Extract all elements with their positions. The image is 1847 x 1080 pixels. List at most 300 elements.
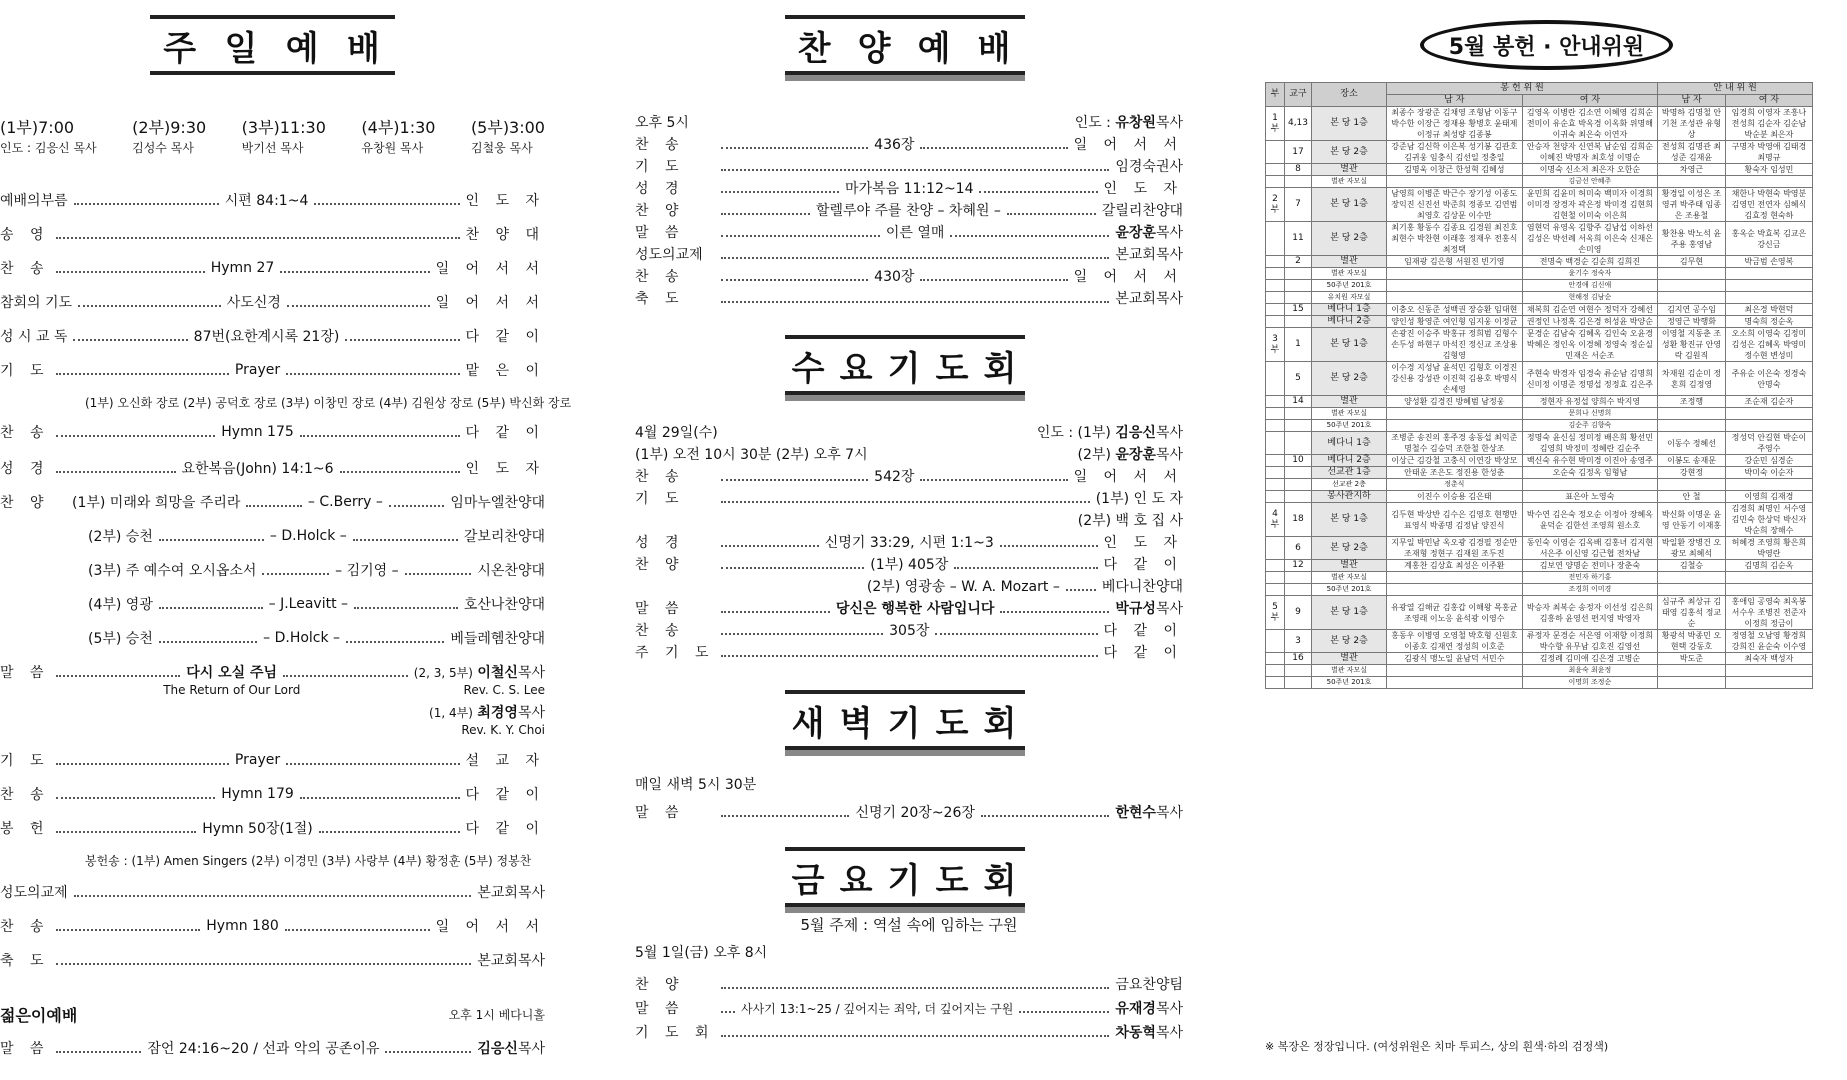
title-char: 도 (935, 348, 971, 389)
order-content: Hymn 180 (206, 918, 279, 934)
order-label: 예배의부름 (0, 193, 68, 209)
praise-time: 오후 5시 (635, 115, 689, 131)
usher-female (1725, 292, 1812, 304)
committee-bu: 3부 (1266, 328, 1285, 362)
committee-row (1266, 362, 1813, 396)
header-female: 여 자 (1725, 95, 1812, 107)
title-char: 배 (346, 28, 382, 69)
committee-row (1266, 572, 1813, 584)
usher-male (1658, 665, 1726, 677)
order-person: 다 같 이 (465, 787, 546, 803)
order-label: 찬 송 (635, 137, 685, 153)
offering-female: 박승자 최복순 송정자 이선성 김은희 김흥하 윤영선 편지영 박영자 (1522, 596, 1658, 630)
friday-theme: 5월 주제 : 역설 속에 임하는 구원 (800, 915, 1018, 934)
offering-female: 이명숙 신소저 최은자 오한순 (1522, 164, 1658, 176)
committee-gyogu: 6 (1285, 537, 1312, 560)
offering-male: 정춘식 (1387, 479, 1523, 491)
offering-male (1387, 665, 1523, 677)
order-person: 갈릴리찬양대 (1101, 203, 1184, 219)
order-label: 송 영 (0, 227, 50, 243)
youth-pastor-title: 목사 (517, 1041, 545, 1057)
order-label: 말 씀 (635, 225, 685, 241)
order-row (0, 456, 545, 480)
committee-gyogu: 9 (1285, 596, 1312, 630)
time: (3부)11:30 (241, 118, 326, 137)
order-content: 사도신경 (226, 295, 281, 311)
usher-female (1725, 584, 1812, 596)
usher-female (1725, 280, 1812, 292)
committee-row (1266, 503, 1813, 537)
order-label: 찬 송 (0, 787, 50, 803)
order-row (635, 176, 1183, 200)
anthem-composer: – D.Holck – (263, 630, 341, 646)
usher-female (1725, 268, 1812, 280)
committee-bu (1266, 479, 1285, 491)
dawn-prayer-title (785, 690, 1025, 750)
preacher: 유재경 (1115, 1001, 1156, 1017)
offering-male: 이상근 김강철 고충식 이연강 박상모 (1387, 455, 1523, 467)
committee-gyogu: 17 (1285, 141, 1312, 164)
service-times (0, 118, 545, 158)
order-row (635, 220, 1183, 244)
usher-male (1658, 268, 1726, 280)
committee-bu (1266, 677, 1285, 689)
committee-gyogu: 10 (1285, 455, 1312, 467)
committee-place: 본 당 2층 (1312, 222, 1387, 256)
order-content: 마가복음 11:12~14 (845, 181, 974, 197)
wed-time: (1부) 오전 10시 30분 (2부) 오후 7시 (635, 447, 868, 463)
order-row (0, 748, 545, 772)
offering-female: 정현자 유정섭 양희수 박지영 (1522, 396, 1658, 408)
order-label: 찬 송 (0, 261, 50, 277)
offering-female: 오순숙 김정옥 임형남 (1522, 467, 1658, 479)
order-row (635, 552, 1183, 576)
order-label: 참회의 기도 (0, 295, 73, 311)
offering-male (1387, 292, 1523, 304)
offering-male: 유광열 김해균 김홍갑 이해왕 목홍균 조영래 이노응 윤석광 이영수 (1387, 596, 1523, 630)
committee-place: 50주년 201호 (1312, 584, 1387, 596)
committee-gyogu (1285, 408, 1312, 420)
committee-row (1266, 292, 1813, 304)
order-label: 찬 양 (635, 557, 685, 573)
committee-gyogu (1285, 292, 1312, 304)
title-char: 회 (983, 860, 1019, 901)
offering-female: 채복희 김순연 여현수 정덕자 강혜선 (1522, 304, 1658, 316)
sermon-title: 다시 오실 주님 (186, 665, 278, 681)
order-content: 시편 84:1~4 (224, 193, 309, 209)
time: (1부)7:00 (0, 118, 75, 137)
title-char: 배 (977, 28, 1013, 69)
header-bu: 부 (1266, 83, 1285, 107)
committee-place: 선교관 1층 (1312, 467, 1387, 479)
usher-male: 강현정 (1658, 467, 1726, 479)
committee-place: 별관 (1312, 560, 1387, 572)
offering-male (1387, 677, 1523, 689)
committee-row (1266, 630, 1813, 653)
usher-male: 박일환 장병건 오광모 최혜석 (1658, 537, 1726, 560)
offering-female: 이명희 조정순 (1522, 677, 1658, 689)
committee-place: 베다니 2층 (1312, 455, 1387, 467)
order-person: 일 어 서 서 (435, 919, 546, 935)
header-gyogu: 교구 (1285, 83, 1312, 107)
order-person: 임경숙권사 (1115, 159, 1183, 175)
committee-gyogu (1285, 584, 1312, 596)
sermon-row-4 (0, 718, 545, 742)
order-content: Hymn 179 (221, 786, 294, 802)
order-row (635, 618, 1183, 642)
offering-male: 김두현 박상반 김수은 김영호 현행만 표영식 박종명 김정남 양진식 (1387, 503, 1523, 537)
usher-female: 이영희 김재경 (1725, 491, 1812, 503)
anthem-title: (2부) 승천 (88, 529, 153, 545)
title-char: 회 (983, 703, 1019, 744)
committee-row (1266, 653, 1813, 665)
order-content: 신명기 20장~26장 (855, 805, 975, 821)
committee-place: 본 당 1층 (1312, 188, 1387, 222)
offering-male: 남영희 이병준 박근수 장기성 이종도 장익진 신진선 박준희 정종모 김연범 최영호 김상문 이수만 (1387, 188, 1523, 222)
order-content: Prayer (234, 752, 281, 768)
committee-row (1266, 256, 1813, 268)
order-content: 잠언 24:16~20 / 선과 악의 공존이유 (147, 1041, 380, 1057)
offering-female: 백신숙 유수현 박미경 이진아 송영주 (1522, 455, 1658, 467)
leader: 박기선 목사 (241, 141, 304, 155)
committee-place: 본 당 1층 (1312, 596, 1387, 630)
committee-bu (1266, 176, 1285, 188)
order-person: 인 도 자 (465, 461, 546, 477)
order-content: (2부) 영광송 – W. A. Mozart – (866, 579, 1060, 595)
committee-row (1266, 328, 1813, 362)
order-row (0, 782, 545, 806)
sermon-pastor: 이철신 (477, 665, 518, 681)
usher-female (1725, 420, 1812, 432)
committee-gyogu (1285, 432, 1312, 455)
praise-leader-title: 목사 (1155, 115, 1183, 131)
committee-gyogu (1285, 280, 1312, 292)
preacher: 한현수 (1115, 805, 1156, 821)
usher-male: 조정행 (1658, 396, 1726, 408)
offering-note (85, 848, 545, 872)
preacher-title: 목사 (1155, 225, 1183, 241)
sermon-part: (1, 4부) (429, 705, 473, 720)
order-content: (1부) 405장 (870, 557, 949, 573)
order-person: 다 같 이 (1103, 645, 1183, 661)
prayer-note (85, 390, 572, 414)
usher-male: 차영근 (1658, 164, 1726, 176)
order-person: (1부) 인 도 자 (1095, 491, 1183, 507)
committee-row (1266, 537, 1813, 560)
order-label: 기 도 (0, 753, 50, 769)
offering-male: 양성환 김경진 방혜범 남정웅 (1387, 396, 1523, 408)
usher-male: 황광석 박종민 오현택 강동호 (1658, 630, 1726, 653)
offering-female: 주현숙 박경자 임경숙 류순남 김명희 신미정 이명준 정명섭 정정효 김은주 (1522, 362, 1658, 396)
order-label: 성 시 교 독 (0, 329, 68, 345)
order-row (635, 464, 1183, 488)
order-label: 성 경 (635, 535, 685, 551)
title-char: 회 (983, 348, 1019, 389)
offering-female: 문경순 김남숙 김혜옥 김인숙 오윤경 박혜은 정인옥 이경혜 정영숙 정순실 민재은 서순조 (1522, 328, 1658, 362)
committee-bu: 5부 (1266, 596, 1285, 630)
committee-place: 50주년 201호 (1312, 677, 1387, 689)
wed-date: 4월 29일(수) (635, 425, 718, 441)
committee-bu (1266, 141, 1285, 164)
order-content: Prayer (234, 362, 281, 378)
sermon-english-title: The Return of Our Lord (163, 683, 301, 697)
order-person: 인 도 자 (1103, 535, 1184, 551)
usher-male (1658, 677, 1726, 689)
committee-place: 별관 (1312, 653, 1387, 665)
header-male: 남 자 (1658, 95, 1726, 107)
committee-place: 본 당 2층 (1312, 362, 1387, 396)
order-label: 찬 양 (635, 203, 685, 219)
order-label: 찬 송 (0, 919, 50, 935)
order-content: Hymn 27 (210, 260, 275, 276)
order-content: 436장 (874, 137, 915, 153)
order-person: 일 어 서 서 (1073, 469, 1184, 485)
order-row (0, 914, 545, 938)
order-label: 성도의교제 (0, 885, 68, 901)
sermon-row-2 (0, 678, 545, 702)
order-content: 사사기 13:1~25 / 깊어지는 죄악, 더 깊어지는 구원 (741, 1001, 1014, 1016)
committee-gyogu: 1 (1285, 328, 1312, 362)
order-label: 찬 양 (635, 977, 685, 993)
committee-bu (1266, 408, 1285, 420)
committee-gyogu: 12 (1285, 560, 1312, 572)
offering-male: 최종수 장광준 김채영 조형남 이동구 박수한 이장근 정재용 황병호 윤태제 이정규 최성량 김종봉 (1387, 107, 1523, 141)
order-row (635, 154, 1183, 178)
committee-place: 별관 자모실 (1312, 176, 1387, 188)
committee-place: 본 당 1층 (1312, 328, 1387, 362)
usher-male (1658, 479, 1726, 491)
committee-row (1266, 432, 1813, 455)
order-row (0, 816, 545, 840)
order-person: 인 도 자 (465, 193, 545, 209)
preacher: 박규성 (1115, 601, 1156, 617)
usher-female: 조순재 김순자 (1725, 396, 1812, 408)
order-content: 신명기 33:29, 시편 1:1~3 (824, 535, 994, 551)
usher-female: 허혜경 조영희 황은희 박영란 (1725, 537, 1812, 560)
usher-male (1658, 420, 1726, 432)
order-row (0, 324, 545, 348)
service-time-4 (361, 118, 435, 158)
committee-row (1266, 107, 1813, 141)
offering-female: 염현덕 유영옥 김향주 김남섭 이하선 김성은 박선례 서옥희 이은숙 신재은 손미영 (1522, 222, 1658, 256)
usher-male (1658, 280, 1726, 292)
order-label: 성도의교제 (635, 247, 703, 263)
committee-row (1266, 596, 1813, 630)
committee-gyogu (1285, 268, 1312, 280)
offering-male (1387, 420, 1523, 432)
praise-service-title (785, 15, 1025, 75)
order-label: 찬 송 (635, 469, 685, 485)
committee-gyogu: 14 (1285, 396, 1312, 408)
preacher-title: 목사 (1155, 1025, 1183, 1041)
anthem-title: (4부) 영광 (88, 597, 153, 613)
committee-gyogu (1285, 316, 1312, 328)
leader: 인도 : 김응신 목사 (0, 141, 97, 155)
title-char: 금 (791, 860, 827, 901)
title-char: 예 (285, 28, 321, 69)
usher-female: 주유순 이은숙 정경숙 안명숙 (1725, 362, 1812, 396)
offering-female: 박수연 김은숙 정오순 이정아 장혜옥 윤덕순 김한선 조영희 원소호 (1522, 503, 1658, 537)
anthem-title: (3부) 주 예수여 오시옵소서 (88, 563, 257, 579)
anthem-title: (1부) 미래와 희망을 주리라 (72, 495, 241, 511)
order-label: 기 도 회 (635, 1025, 715, 1041)
committee-gyogu (1285, 572, 1312, 584)
committee-gyogu (1285, 176, 1312, 188)
offering-male (1387, 268, 1523, 280)
committee-place: 별관 (1312, 256, 1387, 268)
order-person: 인 도 자 (1103, 181, 1184, 197)
youth-service-header (0, 1002, 545, 1026)
committee-row (1266, 420, 1813, 432)
youth-sermon-row (0, 1036, 545, 1060)
committee-place: 별관 (1312, 396, 1387, 408)
wed-leader-label: 인도 : (1부) (1036, 425, 1111, 441)
offering-female: 윤민희 김윤미 허미숙 백미자 이경희 이미경 장경자 곽은정 박미경 김현희 김현철 이미숙 이은희 (1522, 188, 1658, 222)
committee-row (1266, 677, 1813, 689)
committee-bu (1266, 491, 1285, 503)
offering-male (1387, 408, 1523, 420)
title-char: 새 (791, 703, 827, 744)
committee-gyogu (1285, 665, 1312, 677)
offering-female: 전명숙 백경순 김순희 김희진 (1522, 256, 1658, 268)
order-content: 430장 (874, 269, 915, 285)
committee-row (1266, 222, 1813, 256)
header-offering: 봉 헌 위 원 (1387, 83, 1658, 95)
committee-bu (1266, 316, 1285, 328)
committee-bu (1266, 164, 1285, 176)
committee-place: 별관 자모실 (1312, 665, 1387, 677)
offering-female: 현해정 김남순 (1522, 292, 1658, 304)
offering-male: 임재광 김은형 서원진 빈기영 (1387, 256, 1523, 268)
offering-female: 안승자 천양자 신연복 남순임 김희순 이혜진 박명자 최호성 이명순 (1522, 141, 1658, 164)
leader: 유창원 목사 (361, 141, 424, 155)
order-row (635, 508, 1183, 532)
header-male: 남 자 (1387, 95, 1523, 107)
title-char: 도 (935, 703, 971, 744)
service-time-5 (471, 118, 545, 158)
order-content: Hymn 50장(1절) (202, 821, 313, 837)
usher-male: 차재원 김순미 정혼희 김정영 (1658, 362, 1726, 396)
committee-bu (1266, 665, 1285, 677)
usher-female: 정영철 오남영 황경희 강희진 윤순숙 이수영 (1725, 630, 1812, 653)
committee-row (1266, 455, 1813, 467)
sermon-label: 말 씀 (0, 665, 50, 681)
usher-female: 최은경 박현덕 (1725, 304, 1812, 316)
friday-date-row (635, 940, 1183, 964)
committee-bu (1266, 630, 1285, 653)
order-row (0, 290, 545, 314)
committee-place: 별관 자모실 (1312, 268, 1387, 280)
usher-female (1725, 176, 1812, 188)
offering-female: 조경희 이미경 (1522, 584, 1658, 596)
order-label: 찬 송 (635, 269, 685, 285)
usher-female: 김경희 최명인 서수영 김민숙 한상덕 박신자 박순희 장해수 (1725, 503, 1812, 537)
committee-row (1266, 467, 1813, 479)
order-row (635, 264, 1183, 288)
preacher-title: 목사 (1155, 805, 1184, 821)
offering-female: 전민자 하기홍 (1522, 572, 1658, 584)
usher-female: 채한나 박현숙 박영분 김영민 전연자 심혜식 김효정 현숙하 (1725, 188, 1812, 222)
committee-bu (1266, 560, 1285, 572)
committee-bu (1266, 280, 1285, 292)
order-row (635, 596, 1183, 620)
sermon-rev: Rev. K. Y. Choi (461, 723, 545, 737)
committee-row (1266, 408, 1813, 420)
usher-female (1725, 572, 1812, 584)
leader-label: 인도 : (1074, 115, 1111, 131)
order-label: 주 기 도 (635, 645, 715, 661)
sermon-pastor-title: 목사 (517, 705, 545, 721)
praise-leader: 유창원 (1115, 115, 1156, 131)
committee-row (1266, 479, 1813, 491)
order-label: 봉 헌 (0, 821, 50, 837)
order-row (635, 640, 1183, 664)
usher-male (1658, 176, 1726, 188)
order-label: 성 경 (635, 181, 685, 197)
offering-male: 최기홍 황동수 김종요 김경원 최진호 최현수 박찬현 이래홍 정재우 전홍식 최정택 (1387, 222, 1523, 256)
order-content: 305장 (889, 623, 930, 639)
committee-gyogu (1285, 420, 1312, 432)
order-person: (2부) 백 호 집 사 (1077, 513, 1183, 529)
committee-bu (1266, 455, 1285, 467)
committee-row (1266, 316, 1813, 328)
usher-female: 정성덕 안길현 박순이 주영수 (1725, 432, 1812, 455)
header-place: 장소 (1312, 83, 1387, 107)
committee-gyogu: 7 (1285, 188, 1312, 222)
usher-male: 박신화 이명운 윤 영 안동기 이재홍 (1658, 503, 1726, 537)
committee-gyogu: 15 (1285, 304, 1312, 316)
title-char: 양 (857, 28, 893, 69)
leader: 김성수 목사 (132, 141, 194, 155)
offering-female: 문희나 신명희 (1522, 408, 1658, 420)
wed-leader: 김응신 (1115, 425, 1156, 441)
order-row (635, 486, 1183, 510)
order-person: 본교회목사 (477, 885, 545, 901)
offering-male: 이충오 신동준 성백권 장승환 임대현 (1387, 304, 1523, 316)
offering-male: 양인성 황영준 여인형 임지웅 이정균 (1387, 316, 1523, 328)
committee-gyogu: 4,13 (1285, 107, 1312, 141)
committee-place: 유치원 자모실 (1312, 292, 1387, 304)
order-person: 일 어 서 서 (1073, 137, 1184, 153)
committee-place: 선교관 2층 (1312, 479, 1387, 491)
usher-male: 안 철 (1658, 491, 1726, 503)
order-label: 찬 송 (635, 623, 685, 639)
usher-male: 심규주 최상규 김태영 김홍석 정교순 (1658, 596, 1726, 630)
offering-female: 류정자 문경순 서은영 이재향 이정희 박수향 유무남 김호진 김영선 (1522, 630, 1658, 653)
offering-female: 정명숙 윤신심 정미정 배은희 황선민 김영희 박정미 정혜란 김순주 (1522, 432, 1658, 455)
time: (2부)9:30 (132, 118, 207, 137)
order-person: 일 어 서 서 (435, 261, 546, 277)
committee-row (1266, 584, 1813, 596)
order-label: 말 씀 (635, 805, 685, 821)
offering-male: 김명욱 이창근 한성혁 김혜성 (1387, 164, 1523, 176)
usher-male: 전성희 김명관 최성준 김재윤 (1658, 141, 1726, 164)
usher-male: 김지연 공수임 (1658, 304, 1726, 316)
order-row (635, 530, 1183, 554)
order-row (0, 358, 545, 382)
offering-note-text: 봉헌송 : (1부) Amen Singers (2부) 이경민 (3부) 사랑부 (4부) 황정훈 (5부) 정봉찬 (85, 853, 532, 868)
praise-time-row (635, 110, 1183, 134)
committee-bu: 1부 (1266, 107, 1285, 141)
wed-leader-label: (2부) (1077, 447, 1111, 463)
usher-male: 이동수 정혜선 (1658, 432, 1726, 455)
usher-female: 명숙희 정순옥 (1725, 316, 1812, 328)
usher-male: 박명하 김명철 안기천 조성관 유형상 (1658, 107, 1726, 141)
order-label: 축 도 (635, 291, 685, 307)
title-char: 요 (839, 348, 875, 389)
anthem-row (0, 626, 545, 650)
offering-female: 김영옥 이병란 김소연 이혜영 김희순 전미이 유순효 박옥경 이옥화 위명해 이귀숙 최은숙 이연자 (1522, 107, 1658, 141)
